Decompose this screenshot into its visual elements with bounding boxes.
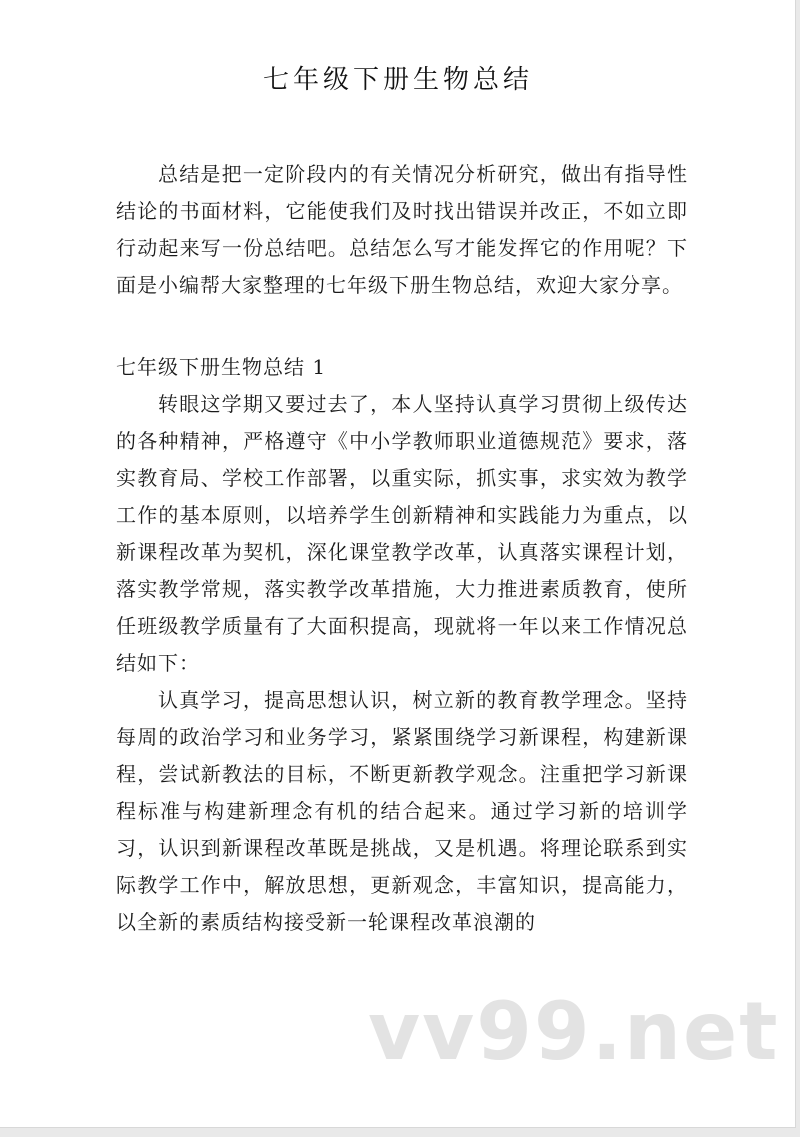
body-paragraph-2: 认真学习，提高思想认识，树立新的教育教学理念。坚持每周的政治学习和业务学习，紧紧围绕学习新课程，构建新课程，尝试新教法的目标，不断更新教学观念。注重把学习新课程标准与构建新理念有机的结合起来。通过学习新的培训学习，认识到新课程改革既是挑战，又是机遇。将理论联系到实际教学工作中，解放思想，更新观念，丰富知识，提高能力，以全新的素质结构接受新一轮课程改革浪潮的 xyxy=(116,688,688,934)
intro-paragraph: 总结是把一定阶段内的有关情况分析研究，做出有指导性结论的书面材料，它能使我们及时找出错误并改正，不如立即行动起来写一份总结吧。总结怎么写才能发挥它的作用呢？下面是小编帮大家整理的七年级下册生物总结，欢迎大家分享。 xyxy=(116,162,688,297)
body-paragraph-1: 转眼这学期又要过去了，本人坚持认真学习贯彻上级传达的各种精神，严格遵守《中小学教师职业道德规范》要求，落实教育局、学校工作部署，以重实际，抓实事，求实效为教学工作的基本原则，以培养学生创新精神和实践能力为重点，以新课程改革为契机，深化课堂教学改革，认真落实课程计划，落实教学常规，落实教学改革措施，大力推进素质教育，使所任班级教学质量有了大面积提高，现就将一年以来工作情况总结如下： xyxy=(116,392,688,675)
watermark-logo: vv99.net xyxy=(368,985,780,1078)
document-body xyxy=(116,156,688,941)
page-title: 七年级下册生物总结 xyxy=(262,65,533,95)
section-heading: 七年级下册生物总结 1 xyxy=(116,355,327,379)
